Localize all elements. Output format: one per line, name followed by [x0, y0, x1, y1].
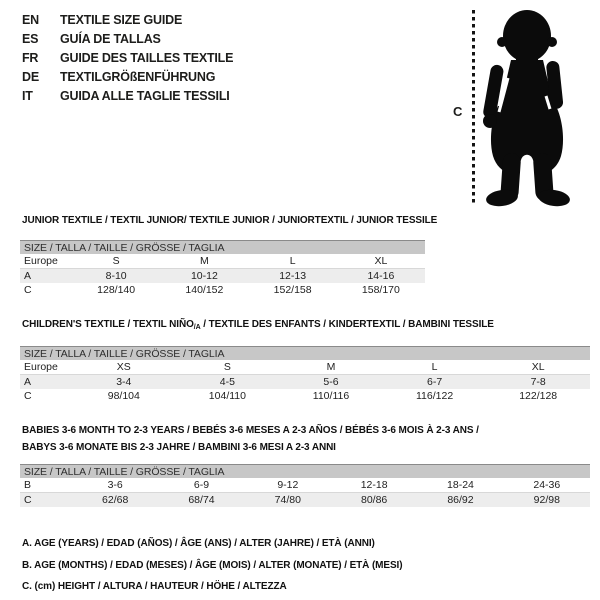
table-cell: XL	[374, 255, 388, 267]
table-cell: L	[289, 255, 296, 267]
table-row-europe	[20, 254, 425, 269]
table-cell: 3-4	[116, 376, 132, 388]
table-cell: 86/92	[447, 494, 474, 506]
table-cell: 4-5	[219, 376, 235, 388]
table-cell: 10-12	[190, 270, 218, 282]
height-measure-label: C	[453, 104, 463, 119]
legend-line-a: A. AGE (YEARS) / EDAD (AÑOS) / ÂGE (ANS) / ALTER (JAHRE) / ETÀ (ANNI)	[22, 538, 375, 549]
children-title-pre: CHILDREN'S TEXTILE / TEXTIL NIÑO	[22, 319, 194, 330]
table-cell: XL	[531, 361, 545, 373]
row-label: C	[24, 284, 32, 296]
row-label: C	[24, 494, 32, 506]
table-row-a	[20, 269, 425, 283]
row-label: A	[24, 270, 32, 282]
table-cell: 24-36	[533, 479, 561, 491]
table-cell: XS	[116, 361, 131, 373]
table-cell: 98/104	[107, 390, 140, 402]
table-cell: 8-10	[105, 270, 127, 282]
children-title-post: / TEXTILE DES ENFANTS / KINDERTEXTIL / BAMBINI TESSILE	[200, 319, 494, 330]
table-cell: M	[326, 361, 336, 373]
measurement-legend	[22, 533, 402, 598]
table-cell: 68/74	[188, 494, 215, 506]
table-cell: M	[200, 255, 209, 267]
language-row-en	[22, 10, 233, 29]
language-row-de	[22, 67, 233, 86]
row-label: B	[24, 479, 32, 491]
table-cell: 116/122	[415, 390, 454, 402]
table-cell: 122/128	[519, 390, 558, 402]
row-label: C	[24, 390, 32, 402]
junior-section-title	[22, 215, 437, 226]
babies-title-line2: BABYS 3-6 MONATE BIS 2-3 JAHRE / BAMBINI 3-6 MESI A 2-3 ANNI	[22, 441, 336, 453]
guide-title: GUÍA DE TALLAS	[60, 31, 161, 46]
table-cell: 158/170	[361, 284, 400, 296]
size-header-bar: SIZE / TALLA / TAILLE / GRÖSSE / TAGLIA	[20, 240, 425, 254]
children-size-table	[20, 346, 590, 403]
height-measure-dashed-line	[472, 10, 475, 206]
table-cell: 6-7	[426, 376, 443, 388]
table-cell: S	[223, 361, 231, 373]
language-title-list	[22, 10, 233, 105]
babies-section-title	[22, 423, 479, 456]
table-cell: 12-18	[360, 479, 388, 491]
guide-title: TEXTILE SIZE GUIDE	[60, 12, 183, 27]
table-row-c	[20, 283, 425, 297]
table-cell: 18-24	[447, 479, 474, 491]
table-row-c	[20, 493, 590, 507]
table-cell: 92/98	[533, 494, 560, 506]
language-code: FR	[22, 50, 39, 65]
table-cell: L	[431, 361, 438, 373]
table-cell: 128/140	[97, 284, 136, 296]
babies-size-table	[20, 464, 590, 507]
language-code: ES	[22, 31, 39, 46]
children-title-sub: /A	[193, 324, 201, 331]
table-cell: 104/110	[208, 390, 246, 402]
guide-title: TEXTILGRÖßENFÜHRUNG	[60, 69, 216, 84]
language-code: EN	[22, 12, 39, 27]
table-cell: 74/80	[274, 494, 301, 506]
language-row-fr	[22, 48, 233, 67]
language-row-it	[22, 86, 233, 105]
size-header-bar: SIZE / TALLA / TAILLE / GRÖSSE / TAGLIA	[20, 464, 590, 478]
table-cell: 9-12	[277, 479, 299, 491]
table-row-a	[20, 375, 590, 389]
table-cell: 152/158	[273, 284, 312, 296]
table-cell: S	[112, 255, 120, 267]
table-cell: 80/86	[361, 494, 388, 506]
row-label: Europe	[24, 255, 58, 267]
table-row-europe	[20, 360, 590, 375]
table-cell: 6-9	[193, 479, 210, 491]
junior-section-title-text: JUNIOR TEXTILE / TEXTIL JUNIOR/ TEXTILE JUNIOR / JUNIORTEXTIL / JUNIOR TESSILE	[22, 215, 438, 226]
table-cell: 12-13	[279, 270, 307, 282]
baby-silhouette-icon	[478, 8, 590, 208]
table-cell: 62/68	[102, 494, 129, 506]
size-header-bar: SIZE / TALLA / TAILLE / GRÖSSE / TAGLIA	[20, 346, 590, 360]
table-cell: 140/152	[185, 284, 224, 296]
table-cell: 110/116	[312, 390, 350, 402]
language-row-es	[22, 29, 233, 48]
table-cell: 7-8	[530, 376, 546, 388]
language-code: DE	[22, 69, 39, 84]
row-label: Europe	[24, 361, 58, 373]
junior-size-table	[20, 240, 425, 297]
babies-title-line1: BABIES 3-6 MONTH TO 2-3 YEARS / BEBÉS 3-6 MESES A 2-3 AÑOS / BÉBÉS 3-6 MOIS À 2-3 ANS /	[22, 425, 479, 436]
table-row-c	[20, 389, 590, 403]
legend-line-c: C. (cm) HEIGHT / ALTURA / HAUTEUR / HÖHE / ALTEZZA	[22, 581, 287, 592]
row-label: A	[24, 376, 32, 388]
language-code: IT	[22, 88, 33, 103]
table-row-b	[20, 478, 590, 493]
children-section-title	[22, 319, 494, 331]
table-cell: 14-16	[367, 270, 395, 282]
guide-title: GUIDE DES TAILLES TEXTILE	[60, 50, 234, 65]
legend-line-b: B. AGE (MONTHS) / EDAD (MESES) / ÂGE (MOIS) / ALTER (MONATE) / ETÀ (MESI)	[22, 559, 403, 571]
guide-title: GUIDA ALLE TAGLIE TESSILI	[60, 88, 230, 103]
table-cell: 3-6	[107, 479, 123, 491]
table-cell: 5-6	[323, 376, 339, 388]
